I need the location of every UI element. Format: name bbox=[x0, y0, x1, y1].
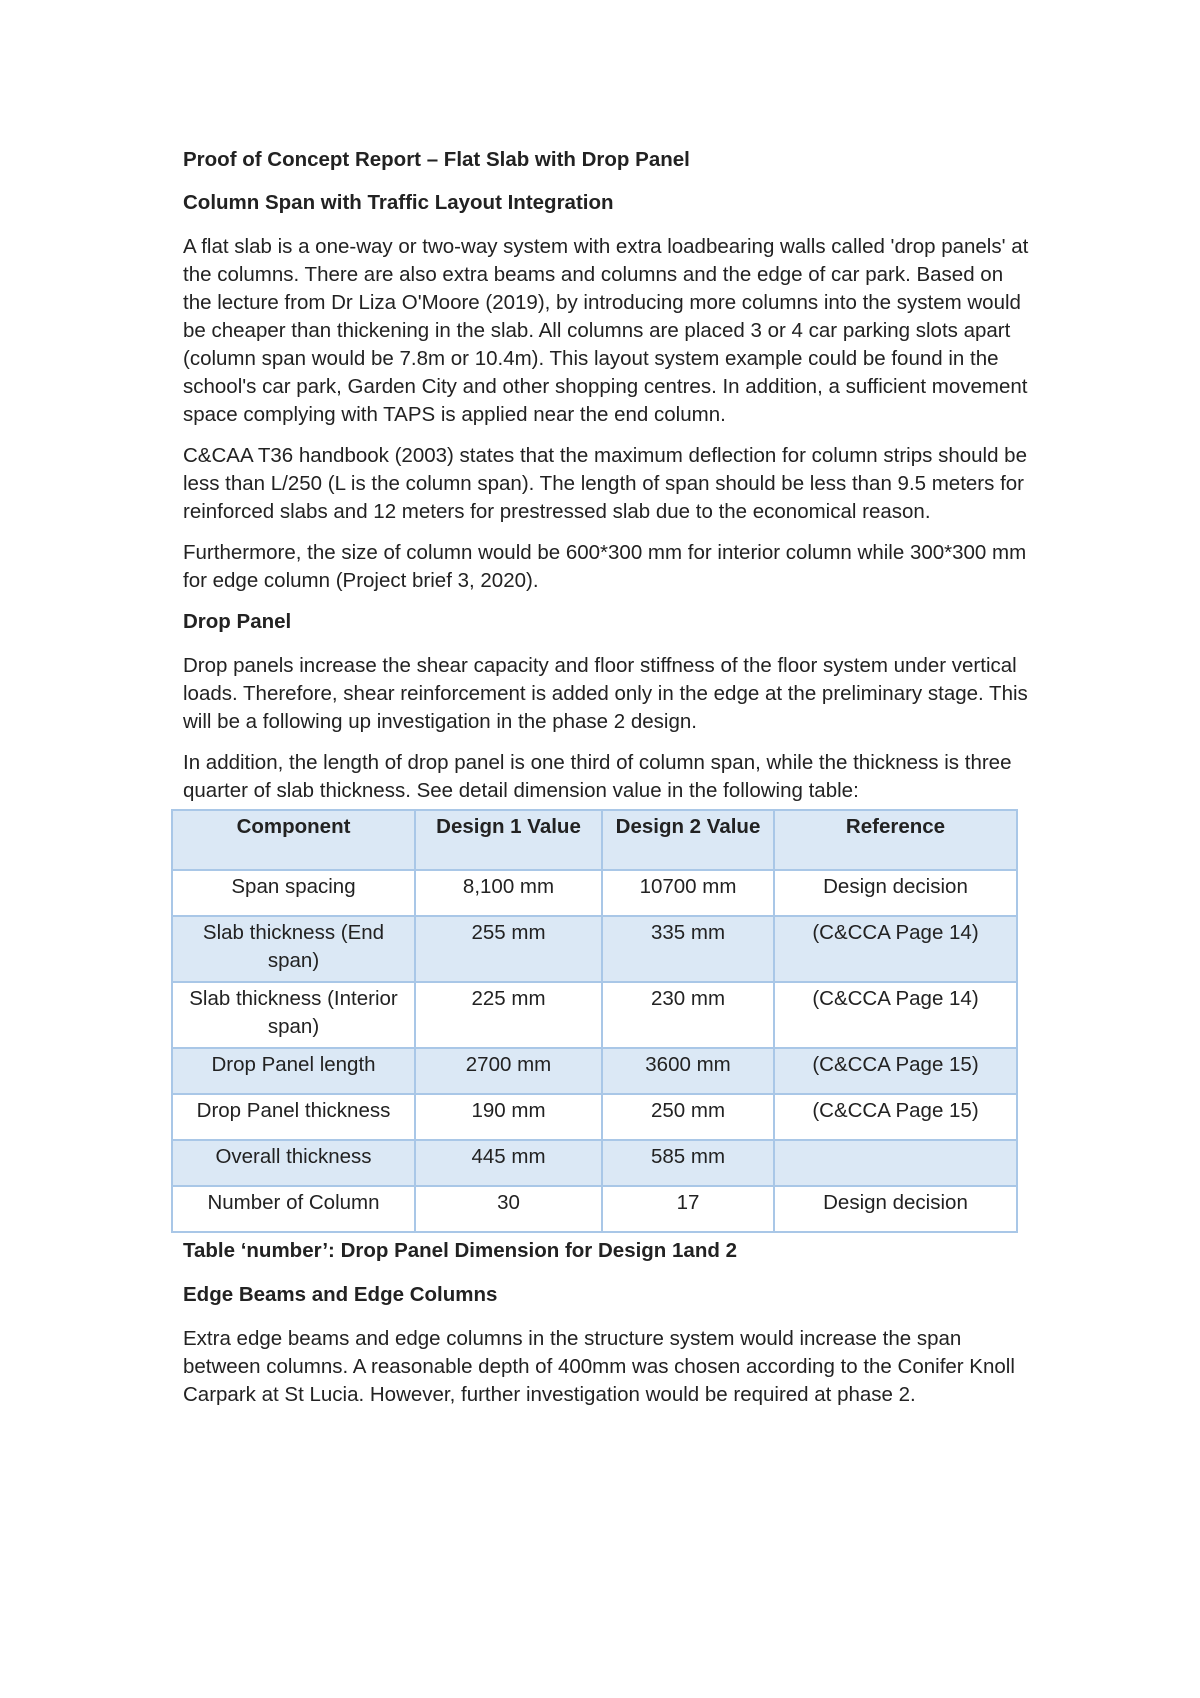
table-header-row bbox=[172, 810, 1017, 870]
table-row bbox=[172, 1186, 1017, 1232]
table-cell: 30 bbox=[415, 1186, 602, 1232]
paragraph: Furthermore, the size of column would be 600*300 mm for interior column while 300*300 mm for edge column (Project brief 3, 2020). bbox=[183, 541, 1027, 592]
table-cell: Design decision bbox=[774, 870, 1017, 916]
table-cell: (C&CCA Page 14) bbox=[774, 982, 1017, 1048]
table-caption: Table ‘number’: Drop Panel Dimension for Design 1and 2 bbox=[183, 1239, 737, 1262]
paragraph: A flat slab is a one-way or two-way system with extra loadbearing walls called 'drop panels' at the columns. There are also extra beams and columns and the edge of car park. Based on the lecture from Dr Liza O'Moore (2019), by introducing more columns into the system would be cheaper than thickening in the slab. All columns are placed 3 or 4 car parking slots apart (column span would be 7.8m or 10.4m). This layout system example could be found in the school's car park, Garden City and other shopping centres. In addition, a sufficient movement space complying with TAPS is applied near the end column. bbox=[183, 235, 1029, 426]
table-row bbox=[172, 1048, 1017, 1094]
table-cell: (C&CCA Page 14) bbox=[774, 916, 1017, 982]
table-cell: (C&CCA Page 15) bbox=[774, 1094, 1017, 1140]
table-row bbox=[172, 1094, 1017, 1140]
table-cell: 230 mm bbox=[602, 982, 774, 1048]
table-cell: 255 mm bbox=[415, 916, 602, 982]
section-heading-drop-panel: Drop Panel bbox=[183, 610, 292, 633]
table-cell: 10700 mm bbox=[602, 870, 774, 916]
table-cell: 190 mm bbox=[415, 1094, 602, 1140]
paragraph: C&CAA T36 handbook (2003) states that the maximum deflection for column strips should be less than L/250 (L is the column span). The length of span should be less than 9.5 meters for reinforced slabs and 12 meters for prestressed slab due to the economical reason. bbox=[183, 444, 1027, 523]
document-title: Proof of Concept Report – Flat Slab with Drop Panel bbox=[183, 148, 690, 171]
table-cell: 225 mm bbox=[415, 982, 602, 1048]
table-cell: 250 mm bbox=[602, 1094, 774, 1140]
table-header-cell: Design 2 Value bbox=[602, 810, 774, 870]
table-cell: Slab thickness (Interior span) bbox=[172, 982, 415, 1048]
table-cell: 2700 mm bbox=[415, 1048, 602, 1094]
table-cell: 17 bbox=[602, 1186, 774, 1232]
table-cell bbox=[774, 1140, 1017, 1186]
table-cell: Design decision bbox=[774, 1186, 1017, 1232]
table-row bbox=[172, 1140, 1017, 1186]
table-cell: Slab thickness (End span) bbox=[172, 916, 415, 982]
table-cell: Span spacing bbox=[172, 870, 415, 916]
table-cell: 3600 mm bbox=[602, 1048, 774, 1094]
table-cell: 585 mm bbox=[602, 1140, 774, 1186]
document-page bbox=[183, 146, 1033, 1422]
table-cell: 8,100 mm bbox=[415, 870, 602, 916]
table-cell: Number of Column bbox=[172, 1186, 415, 1232]
section-heading-edge-beams: Edge Beams and Edge Columns bbox=[183, 1283, 498, 1306]
paragraph: In addition, the length of drop panel is one third of column span, while the thickness is three quarter of slab thickness. See detail dimension value in the following table: bbox=[183, 751, 1012, 802]
table-cell: (C&CCA Page 15) bbox=[774, 1048, 1017, 1094]
table-cell: 445 mm bbox=[415, 1140, 602, 1186]
table-row bbox=[172, 916, 1017, 982]
table-header-cell: Design 1 Value bbox=[415, 810, 602, 870]
paragraph: Drop panels increase the shear capacity and floor stiffness of the floor system under vertical loads. Therefore, shear reinforcement is added only in the edge at the preliminary stage. This will be a following up investigation in the phase 2 design. bbox=[183, 654, 1028, 733]
table-cell: Drop Panel length bbox=[172, 1048, 415, 1094]
paragraph: Extra edge beams and edge columns in the structure system would increase the span between columns. A reasonable depth of 400mm was chosen according to the Conifer Knoll Carpark at St Lucia. However, further investigation would be required at phase 2. bbox=[183, 1327, 1015, 1406]
table-header-cell: Reference bbox=[774, 810, 1017, 870]
table-cell: 335 mm bbox=[602, 916, 774, 982]
table-row bbox=[172, 870, 1017, 916]
table-row bbox=[172, 982, 1017, 1048]
section-heading-column-span: Column Span with Traffic Layout Integration bbox=[183, 191, 614, 214]
table-cell: Overall thickness bbox=[172, 1140, 415, 1186]
drop-panel-dimension-table bbox=[171, 809, 1018, 1233]
table-cell: Drop Panel thickness bbox=[172, 1094, 415, 1140]
table-header-cell: Component bbox=[172, 810, 415, 870]
